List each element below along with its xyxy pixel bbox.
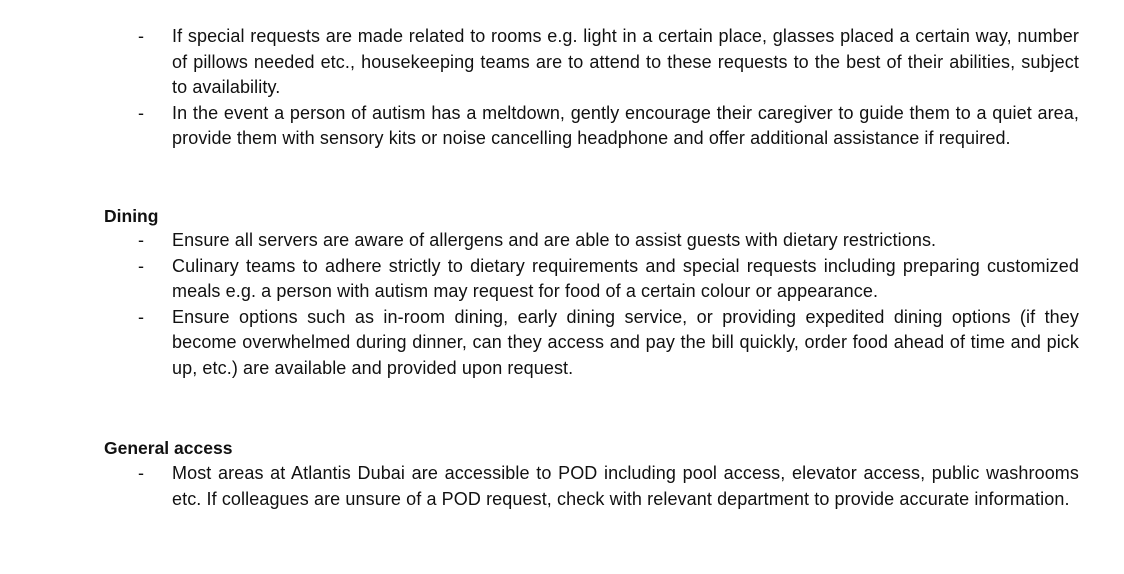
bullet-dash: - — [138, 306, 144, 327]
bullet-text: Most areas at Atlantis Dubai are accessible to POD including pool access, elevator access, public washrooms etc. If colleagues are unsure of a POD request, check with relevant department to provide accurate information. — [172, 463, 1079, 509]
general-access-bullet-list — [0, 461, 1124, 512]
list-item — [0, 101, 1124, 152]
bullet-dash: - — [138, 26, 144, 46]
list-item — [0, 24, 1124, 101]
bullet-text: If special requests are made related to rooms e.g. light in a certain place, glasses placed a certain way, number of pillows needed etc., housekeeping teams are to attend to these requests to the best of their abilities, subject to availability. — [172, 26, 1079, 97]
bullet-dash: - — [138, 102, 144, 123]
bullet-dash: - — [138, 230, 144, 250]
bullet-text: Ensure all servers are aware of allergens and are able to assist guests with dietary restrictions. — [172, 230, 937, 250]
bullet-text: Ensure options such as in-room dining, early dining service, or providing expedited dining options (if they become overwhelmed during dinner, can they access and pay the bill quickly, order food ahead of time and pick up, etc.) are available and provided upon request. — [172, 306, 1079, 378]
section-heading-general-access: General access — [104, 438, 233, 458]
bullet-dash: - — [138, 255, 144, 276]
bullet-text: In the event a person of autism has a meltdown, gently encourage their caregiver to guide them to a quiet area, provide them with sensory kits or noise cancelling headphone and offer additional assistance if required. — [172, 102, 1079, 148]
intro-bullet-list — [0, 24, 1124, 152]
list-item — [0, 461, 1124, 512]
dining-bullet-list — [0, 228, 1124, 381]
list-item — [0, 254, 1124, 305]
bullet-text: Culinary teams to adhere strictly to dietary requirements and special requests including preparing customized meals e.g. a person with autism may request for food of a certain colour or appearance. — [172, 255, 1079, 301]
bullet-dash: - — [138, 463, 144, 483]
section-heading-dining: Dining — [104, 206, 159, 226]
list-item — [0, 228, 1124, 254]
list-item — [0, 305, 1124, 382]
